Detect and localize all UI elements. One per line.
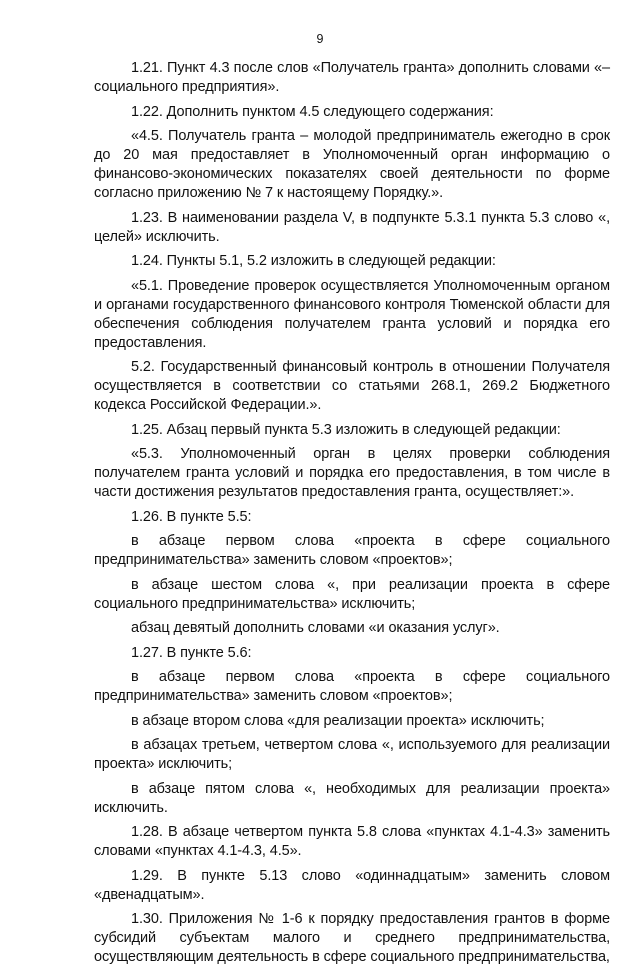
paragraph-1-26-item-1: в абзаце первом слова «проекта в сфере социального предпринимательства» заменить словом «проектов»; xyxy=(94,533,610,568)
paragraph-1-23: 1.23. В наименовании раздела V, в подпункте 5.3.1 пункта 5.3 слово «, целей» исключить. xyxy=(94,209,610,245)
paragraph-1-27-item-2: в абзаце втором слова «для реализации проекта» исключить; xyxy=(131,712,545,729)
paragraph-1-26: 1.26. В пункте 5.5: xyxy=(131,508,252,525)
paragraph-5-3-text: «5.3. Уполномоченный орган в целях проверки соблюдения получателем гранта условий и порядка его предоставления, в том числе в части достижения результатов предоставления гранта, осуществляет:». xyxy=(94,446,610,500)
paragraph-1-22: 1.22. Дополнить пунктом 4.5 следующего содержания: xyxy=(131,103,494,120)
paragraph-1-30: 1.30. Приложения № 1-6 к порядку предоставления грантов в форме субсидий субъектам малого и среднего предпринимательства, осуществляющим деятельность в сфере социального предпринимательства, xyxy=(94,911,610,965)
paragraph-1-26-item-3: абзац девятый дополнить словами «и оказания услуг». xyxy=(131,620,500,636)
page-number: 9 xyxy=(316,32,324,46)
paragraph-1-25: 1.25. Абзац первый пункта 5.3 изложить в следующей редакции: xyxy=(131,421,561,438)
paragraph-1-29: 1.29. В пункте 5.13 слово «одиннадцатым» заменить словом «двенадцатым». xyxy=(94,867,610,903)
paragraph-5-2-text: 5.2. Государственный финансовый контроль в отношении Получателя осуществляется в соответствии со статьями 268.1, 269.2 Бюджетного кодекса Российской Федерации.». xyxy=(94,359,610,413)
paragraph-1-27-item-4: в абзаце пятом слова «, необходимых для реализации проекта» исключить. xyxy=(94,780,610,816)
paragraph-5-1-text: «5.1. Проведение проверок осуществляется Уполномоченным органом и органами государственного финансового контроля Тюменской области для обеспечения соблюдения получателем гранта условий и порядка его предоставления. xyxy=(94,277,610,351)
paragraph-1-21: 1.21. Пункт 4.3 после слов «Получатель гранта» дополнить словами «– социального предприятия». xyxy=(94,60,610,95)
paragraph-1-24: 1.24. Пункты 5.1, 5.2 изложить в следующей редакции: xyxy=(131,253,496,269)
paragraph-1-26-item-2: в абзаце шестом слова «, при реализации проекта в сфере социального предпринимательства» исключить; xyxy=(94,576,610,612)
paragraph-1-28: 1.28. В абзаце четвертом пункта 5.8 слова «пунктах 4.1-4.3» заменить словами «пунктах 4.1-4.3, 4.5». xyxy=(94,824,610,859)
paragraph-1-27: 1.27. В пункте 5.6: xyxy=(131,644,252,661)
paragraph-4-5-text: «4.5. Получатель гранта – молодой предприниматель ежегодно в срок до 20 мая предоставляет в Уполномоченный орган информацию о финансово-экономических показателях своей деятельности по форме согласно приложению № 7 к настоящему Порядку.». xyxy=(94,128,610,201)
paragraph-1-27-item-1: в абзаце первом слова «проекта в сфере социального предпринимательства» заменить словом «проектов»; xyxy=(94,669,610,704)
document-body xyxy=(94,59,610,973)
paragraph-1-27-item-3: в абзацах третьем, четвертом слова «, используемого для реализации проекта» исключить; xyxy=(94,737,610,772)
